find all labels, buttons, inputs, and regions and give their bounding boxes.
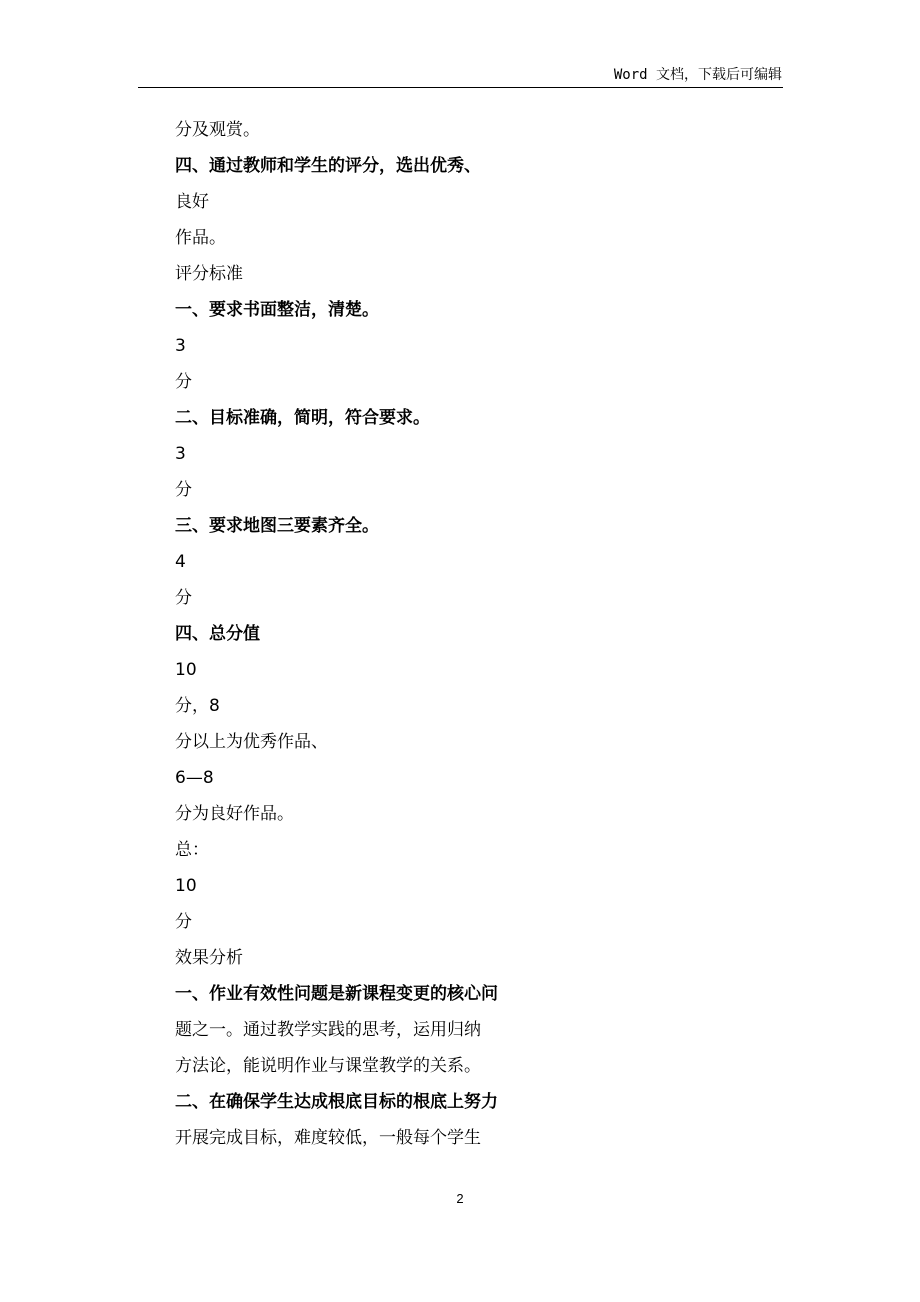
heading-line: 四、通过教师和学生的评分，选出优秀、 — [175, 156, 481, 176]
text-line: 总： — [175, 840, 209, 860]
heading-line: 二、在确保学生达成根底目标的根底上努力 — [175, 1092, 498, 1112]
text-line: 分 — [175, 372, 192, 392]
text-line: 方法论，能说明作业与课堂教学的关系。 — [175, 1056, 481, 1076]
heading-line: 三、要求地图三要素齐全。 — [175, 516, 379, 536]
text-line: 分 — [175, 912, 192, 932]
text-line: 分为良好作品。 — [175, 804, 294, 824]
heading-line: 一、作业有效性问题是新课程变更的核心问 — [175, 984, 498, 1004]
text-line: 分及观赏。 — [175, 120, 260, 140]
text-line: 分，8 — [175, 696, 220, 716]
text-line: 3 — [175, 336, 186, 356]
page-header: Word 文档，下载后可编辑 — [613, 67, 782, 83]
document-body — [175, 112, 775, 1156]
page-number: 2 — [456, 1191, 464, 1206]
text-line: 效果分析 — [175, 948, 243, 968]
text-line: 4 — [175, 552, 186, 572]
text-line: 分 — [175, 588, 192, 608]
text-line: 开展完成目标，难度较低，一般每个学生 — [175, 1128, 481, 1148]
heading-line: 四、总分值 — [175, 624, 260, 644]
text-line: 分以上为优秀作品、 — [175, 732, 328, 752]
header-divider — [138, 87, 783, 88]
text-line: 评分标准 — [175, 264, 243, 284]
heading-line: 二、目标准确，简明，符合要求。 — [175, 408, 430, 428]
text-line: 6—8 — [175, 768, 214, 788]
heading-line: 一、要求书面整洁，清楚。 — [175, 300, 379, 320]
text-line: 10 — [175, 876, 197, 896]
text-line: 作品。 — [175, 228, 226, 248]
text-line: 分 — [175, 480, 192, 500]
text-line: 良好 — [175, 192, 209, 212]
text-line: 10 — [175, 660, 197, 680]
text-line: 题之一。通过教学实践的思考，运用归纳 — [175, 1020, 481, 1040]
text-line: 3 — [175, 444, 186, 464]
